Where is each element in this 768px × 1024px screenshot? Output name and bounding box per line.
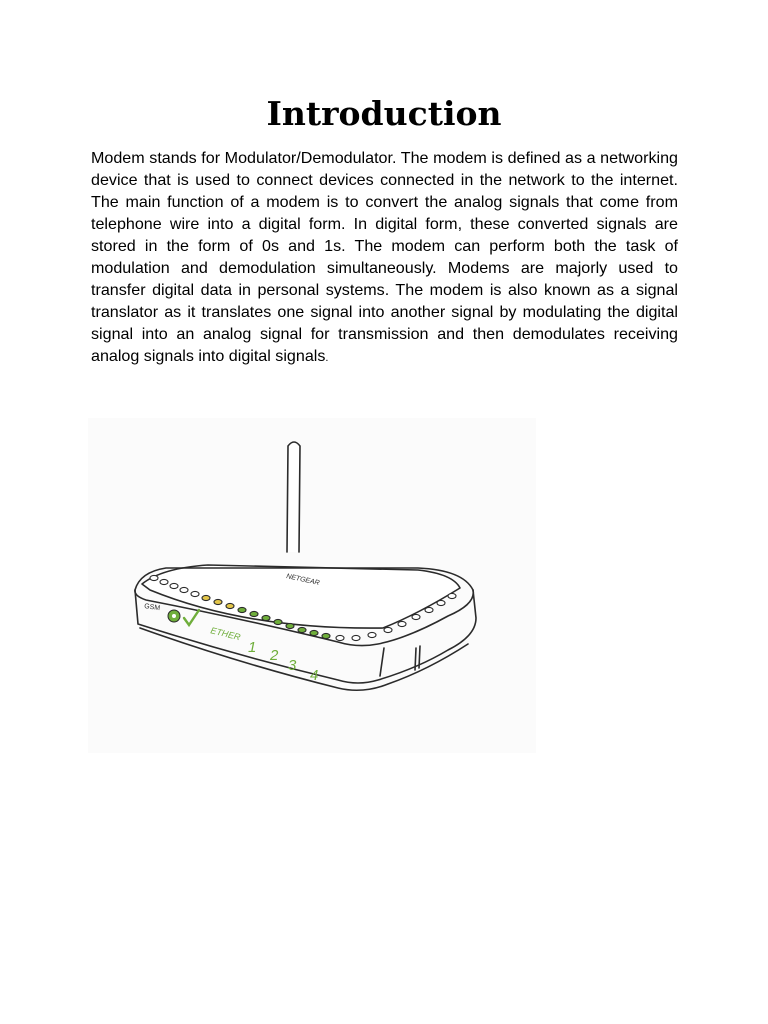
intro-paragraph-text: Modem stands for Modulator/Demodulator. The modem is defined as a networking device that is used to connect devices connected in the network to the internet. The main function of a modem is to convert the analog signals that come from telephone wire into a digital form. In digital form, these converted signals are stored in the form of 0s and 1s. The modem can perform both the task of modulation and demodulation simultaneously. Modems are majorly used to transfer digital data in personal systems. The modem is also known as a signal translator as it translates one signal into another signal by modulating the digital signal into an analog signal for transmission and then demodulates receiving analog signals into digital signals (91, 149, 678, 365)
port-number-2: 2 (270, 647, 279, 664)
paragraph-end-mark: . (325, 352, 329, 364)
port-number-4: 4 (310, 667, 319, 684)
intro-paragraph (91, 147, 678, 369)
router-drawing (88, 418, 536, 753)
port-number-1: 1 (248, 639, 257, 656)
label-ethernet: ETHER (209, 625, 242, 643)
router-brand-text: NETGEAR (285, 573, 321, 587)
power-led-icon (168, 610, 180, 622)
label-gsm: GSM (143, 603, 161, 613)
router-illustration (88, 418, 536, 753)
router-antenna (287, 442, 300, 552)
page-title: Introduction (266, 94, 502, 133)
check-icon (184, 610, 199, 625)
port-number-3: 3 (288, 657, 297, 674)
